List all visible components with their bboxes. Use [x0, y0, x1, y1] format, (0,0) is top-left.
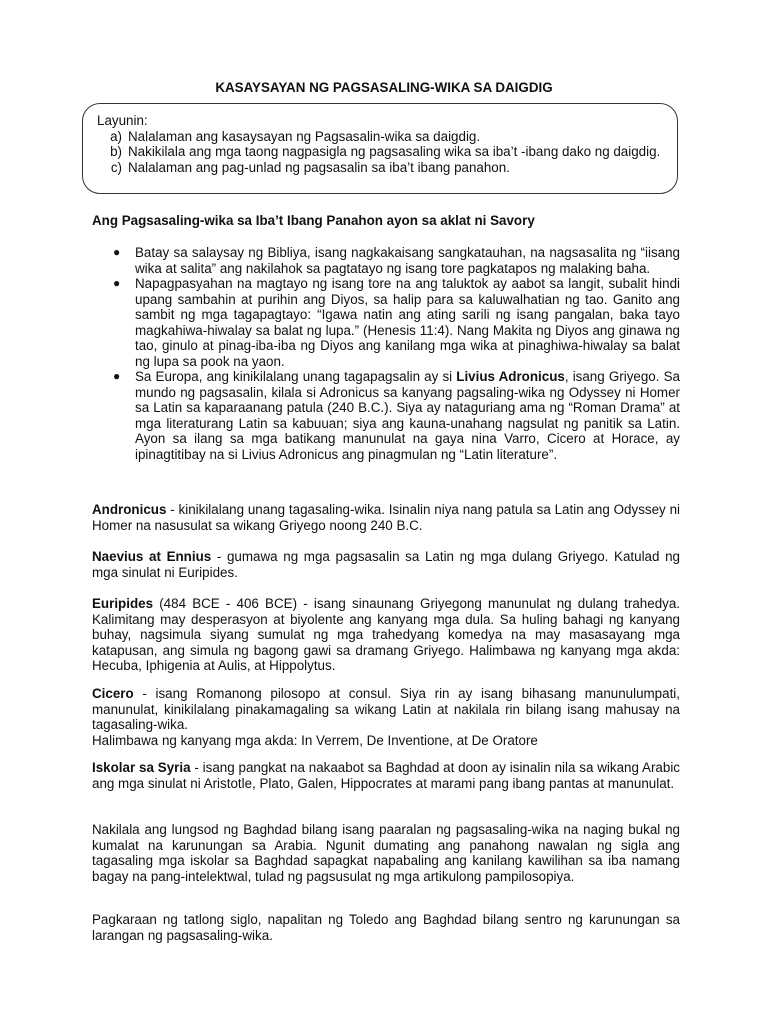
paragraph-iskolar-syria [92, 760, 680, 791]
paragraph-text: - isang Romanong pilosopo at consul. Siya rin ay isang bihasang manunulumpati, manunulat, kinikilalang pinakamagaling sa wikang Latin at nakilala rin bilang isang mahusay na tagasaling-wika. [92, 686, 680, 732]
paragraph-text: Nakilala ang lungsod ng Baghdad bilang isang paaralan ng pagsasaling-wika na naging bukal ng kumalat na karunungan sa Arabia. Ngunit dumating ang panahong nawalan ng sigla ang tagasaling mga iskolar sa Baghdad sapagkat napabaling ang kanilang kawilihan sa iba namang bagay na pang-intelektwal, tulad ng pagsusulat ng mga artikulong pampilosopiya. [92, 822, 680, 884]
term-label: Cicero [92, 686, 134, 701]
paragraph-text: Pagkaraan ng tatlong siglo, napalitan ng Toledo ang Baghdad bilang sentro ng karunungan sa larangan ng pagsasaling-wika. [92, 912, 680, 943]
paragraph-text: - gumawa ng mga pagsasalin sa Latin ng mga dulang Griyego. Katulad ng mga sinulat ni Euripides. [92, 549, 680, 580]
objective-marker: c) [110, 159, 122, 175]
paragraph-examples: Halimbawa ng kanyang mga akda: In Verrem, De Inventione, at De Oratore [92, 732, 538, 748]
objectives-box [82, 103, 678, 194]
term-label: Naevius at Ennius [92, 549, 212, 564]
paragraph-text: (484 BCE - 406 BCE) - isang sinaunang Griyegong manunulat ng dulang trahedya. Kalimitang may desperasyon at biyolente ang kanyang mga dula. Sa huling bahagi ng kanyang buhay, nagsimula siyang sumulat ng mga trahedyang komedya na may masasayang mga katapusan, ang simula ng bagong gawi sa dramang Griyego. Halimbawa ng kanyang mga akda: Hecuba, Iphigenia at Aulis, at Hippolytus. [92, 596, 680, 673]
term-label: Euripides [92, 596, 154, 611]
term-label: Andronicus [92, 502, 167, 517]
paragraph-andronicus [92, 502, 680, 533]
paragraph-text: - kinikilalang unang tagasaling-wika. Isinalin niya nang patula sa Latin ang Odyssey ni Homer na nasusulat sa wikang Griyego noong 240 B.C. [92, 502, 680, 533]
bullet-text-post: , isang Griyego. Sa mundo ng pagsasalin, kilala si Adronicus sa kanyang pagsaling-wika ng Odyssey ni Homer sa Latin sa kaparaanang patula (240 B.C.). Siya ay nataguriang ama ng “Roman Drama” at mga literaturang Latin sa kabuuan; siya ang kauna-unahang nagsulat ng panitik sa Latin. Ayon sa ilang sa mga batikang manunulat na gaya nina Varro, Cicero at Horace, ay ipinagtitibay na si Livius Adronicus ang pinagmulan ng “Latin literature”. [135, 369, 680, 462]
paragraph-baghdad [92, 822, 680, 884]
objectives-label: Layunin: [97, 113, 148, 128]
paragraph-cicero [92, 686, 680, 748]
bullet-icon: ● [113, 245, 121, 259]
objective-text: Nalalaman ang kasaysayan ng Pagsasalin-wika sa daigdig. [128, 128, 481, 144]
objective-text: Nalalaman ang pag-unlad ng pagsasalin sa iba’t ibang panahon. [128, 159, 510, 175]
page-title: KASAYSAYAN NG PAGSASALING-WIKA SA DAIGDIG [215, 80, 553, 95]
bullet-text: Napagpasyahan na magtayo ng isang tore na ang taluktok ay aabot sa langit, subalit hindi upang sambahin at purihin ang Diyos, sa halip para sa kaluwalhatian ng tao. Ganito ang sambit ng mga tagapagtayo: “Igawa natin ang ating sarili ng isang pangalan, baka tayo magkahiwa-hiwalay sa balat ng lupa.” (Henesis 11:4). Nang Makita ng Diyos ang ginawa ng tao, ginulo at pinag-iba-iba ng Diyos ang kanilang mga wika at pinaghiwa-hiwalay sa balat ng lupa sa pook na yaon. [135, 276, 680, 369]
paragraph-naevius-ennius [92, 549, 680, 580]
bullet-text: Batay sa salaysay ng Bibliya, isang nagkakaisang sangkatauhan, na nagsasalita ng “iisang wika at salita” ang nakilahok sa pagtatayo ng isang tore pagkatapos ng malaking baha. [135, 245, 680, 276]
objective-marker: a) [110, 128, 122, 144]
paragraph-text: - isang pangkat na nakaabot sa Baghdad at doon ay isinalin nila sa wikang Arabic ang mga sinulat ni Aristotle, Plato, Galen, Hippocrates at marami pang ibang pantas at manunulat. [92, 760, 680, 791]
bullet-icon: ● [113, 276, 121, 290]
paragraph-toledo [92, 912, 680, 943]
term-label: Iskolar sa Syria [92, 760, 191, 775]
objectives-list [97, 129, 663, 176]
bullet-item [92, 245, 680, 276]
objective-item [97, 129, 663, 145]
bullet-bold-name: Livius Adronicus [456, 369, 565, 384]
bullet-item [92, 369, 680, 462]
objective-marker: b) [110, 144, 122, 159]
section-heading: Ang Pagsasaling-wika sa Iba’t Ibang Panahon ayon sa aklat ni Savory [92, 213, 535, 228]
bullet-text-pre: Sa Europa, ang kinikilalang unang tagapagsalin ay si [135, 369, 457, 384]
bullet-item [92, 276, 680, 369]
bullet-list [92, 245, 680, 462]
objective-item [97, 144, 663, 160]
objective-item [97, 160, 663, 176]
objective-text: Nakikilala ang mga taong nagpasigla ng pagsasaling wika sa iba’t -ibang dako ng daigdig. [128, 144, 661, 159]
paragraph-euripides [92, 596, 680, 674]
bullet-icon: ● [113, 369, 121, 383]
